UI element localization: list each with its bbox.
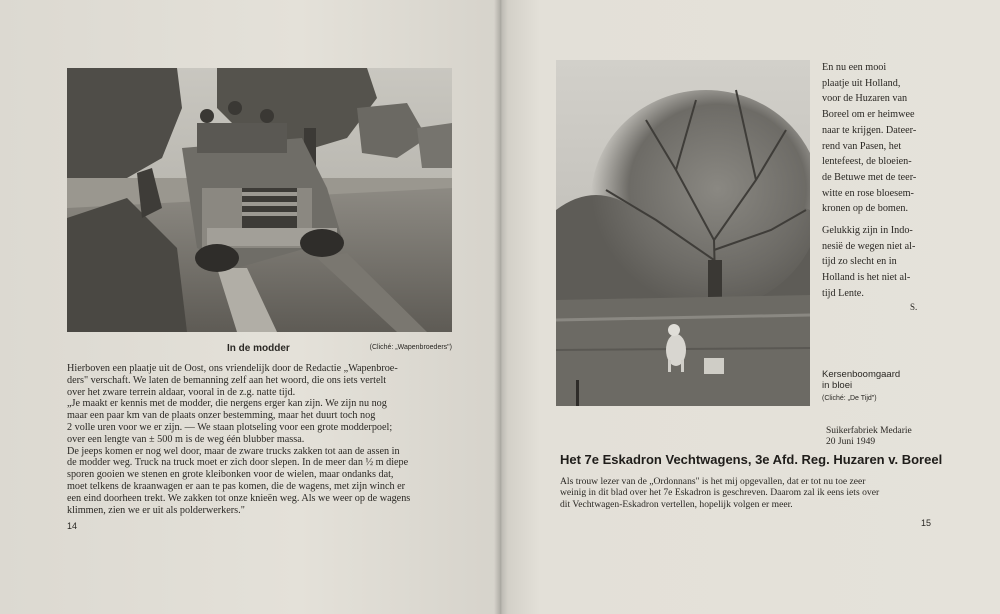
- side-line: tijd zo slecht en in: [822, 256, 897, 268]
- side-line: voor de Huzaren van: [822, 93, 908, 105]
- article-intro: [560, 476, 879, 510]
- body-line: 2 volle uren voor we er zijn. — We staan plotseling voor een grote modderpoel;: [67, 421, 393, 433]
- orchard-photo-credit: (Cliché: „De Tijd"): [822, 395, 877, 402]
- body-line: klimmen, zien we er uit als polderwerkers.": [67, 504, 245, 516]
- body-line: Hierboven een plaatje uit de Oost, ons vriendelijk door de Redactie „Wapenbroe-: [67, 363, 398, 374]
- body-line: over het zware terrein aldaar, vooral in de z.g. natte tijd.: [67, 386, 296, 398]
- dateline: [826, 426, 912, 448]
- side-line: Holland is het niet al-: [822, 272, 911, 284]
- mud-photo-caption: In de modder: [227, 343, 290, 354]
- body-line: maar een paar km van de plaats onzer bestemming, maar het duurt toch nog: [67, 410, 376, 422]
- body-line: „Je maakt er kennis met de modder, die nergens erger kan zijn. We zijn nu nog: [67, 398, 387, 410]
- article-heading: Het 7e Eskadron Vechtwagens, 3e Afd. Reg. Huzaren v. Boreel: [560, 452, 943, 467]
- side-line: Boreel om er heimwee: [822, 109, 915, 121]
- body-line: over een lengte van ± 500 m is de weg één blubber massa.: [67, 433, 305, 445]
- dateline-place: Suikerfabriek Medarie: [826, 426, 912, 436]
- intro-line: dit Vechtwagen-Eskadron vertellen, hopelijk volgen er meer.: [560, 498, 793, 510]
- body-line: de modder weg. Truck na truck moet er zich door slepen. In de meer dan ½ m diepe: [67, 457, 409, 469]
- book-gutter: [494, 0, 508, 614]
- left-body-text: [67, 363, 457, 516]
- side-line: lentefeest, de bloeien-: [822, 156, 912, 168]
- side-line: plaatje uit Holland,: [822, 77, 901, 89]
- orchard-side-text: [822, 60, 927, 302]
- side-line: nesië de wegen niet al-: [822, 240, 916, 252]
- mud-photo-credit: (Cliché: „Wapenbroeders"): [369, 344, 452, 351]
- side-line: En nu een mooi: [822, 62, 887, 73]
- dateline-date: 20 Juni 1949: [826, 437, 876, 447]
- signature: S.: [910, 302, 918, 312]
- side-line: tijd Lente.: [822, 287, 864, 299]
- body-line: een eind doorheen trekt. We zakken tot onze knieën weg. Als we weer op de wagens: [67, 492, 411, 504]
- blossom-orchard-photo: [556, 60, 810, 406]
- intro-line: weinig in dit blad over het 7e Eskadron is geschreven. Daarom zal ik eens iets over: [560, 487, 880, 499]
- page-number-left: 14: [67, 521, 78, 531]
- side-line: witte en rose bloesem-: [822, 187, 914, 199]
- orchard-caption-line: Kersenboomgaard: [822, 369, 901, 380]
- side-line: rend van Pasen, het: [822, 140, 902, 152]
- body-line: moet telkens de kraanwagen er aan te pas komen, die de wagens, met zijn winch er: [67, 480, 406, 492]
- side-line: kronen op de bomen.: [822, 203, 909, 215]
- mud-photo-caption-row: [227, 343, 452, 357]
- side-line: Gelukkig zijn in Indo-: [822, 225, 913, 237]
- page-number-right: 15: [921, 518, 932, 528]
- body-line: ders" verschaft. We laten de bemanning zelf aan het woord, die ons iets vertelt: [67, 374, 387, 386]
- orchard-photo-caption: [822, 369, 900, 404]
- body-line: sporen gooien we stenen en grote kleibonken voor de wielen, maar ondanks dat,: [67, 469, 394, 481]
- orchard-caption-line: in bloei: [822, 380, 853, 391]
- side-line: naar te krijgen. Dateer-: [822, 124, 917, 136]
- side-line: de Betuwe met de teer-: [822, 171, 917, 183]
- body-line: De jeeps komen er nog wel door, maar de zware trucks zakken tot aan de assen in: [67, 445, 400, 457]
- intro-line: Als trouw lezer van de „Ordonnans" is het mij opgevallen, dat er tot nu toe zeer: [560, 476, 866, 487]
- mud-truck-photo: [67, 68, 452, 332]
